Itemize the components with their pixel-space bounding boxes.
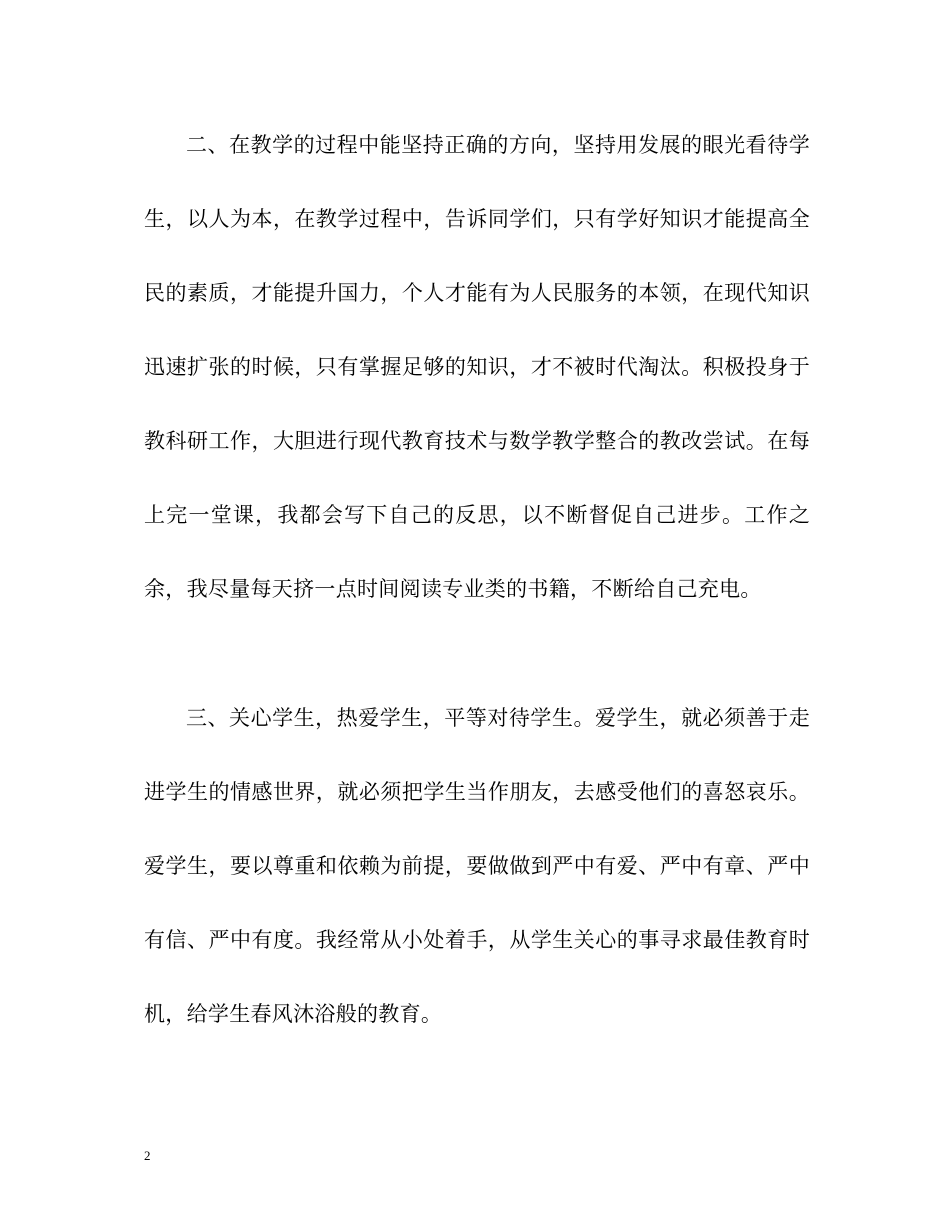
page-number: 2 bbox=[144, 1148, 151, 1163]
paragraph-caring-students: 三、关心学生，热爱学生，平等对待学生。爱学生，就必须善于走进学生的情感世界，就必须把学生当作朋友，去感受他们的喜怒哀乐。爱学生，要以尊重和依赖为前提，要做做到严中有爱、严中有章、严中有信、严中有度。我经常从小处着手，从学生关心的事寻求最佳教育时机，给学生春风沐浴般的教育。 bbox=[144, 706, 810, 1026]
paragraph-teaching-direction: 二、在教学的过程中能坚持正确的方向，坚持用发展的眼光看待学生，以人为本，在教学过程中，告诉同学们，只有学好知识才能提高全民的素质，才能提升国力，个人才能有为人民服务的本领，在现代知识迅速扩张的时候，只有掌握足够的知识，才不被时代淘汰。积极投身于教科研工作，大胆进行现代教育技术与数学教学整合的教改尝试。在每上完一堂课，我都会写下自己的反思，以不断督促自己进步。工作之余，我尽量每天挤一点时间阅读专业类的书籍，不断给自己充电。 bbox=[144, 133, 810, 601]
